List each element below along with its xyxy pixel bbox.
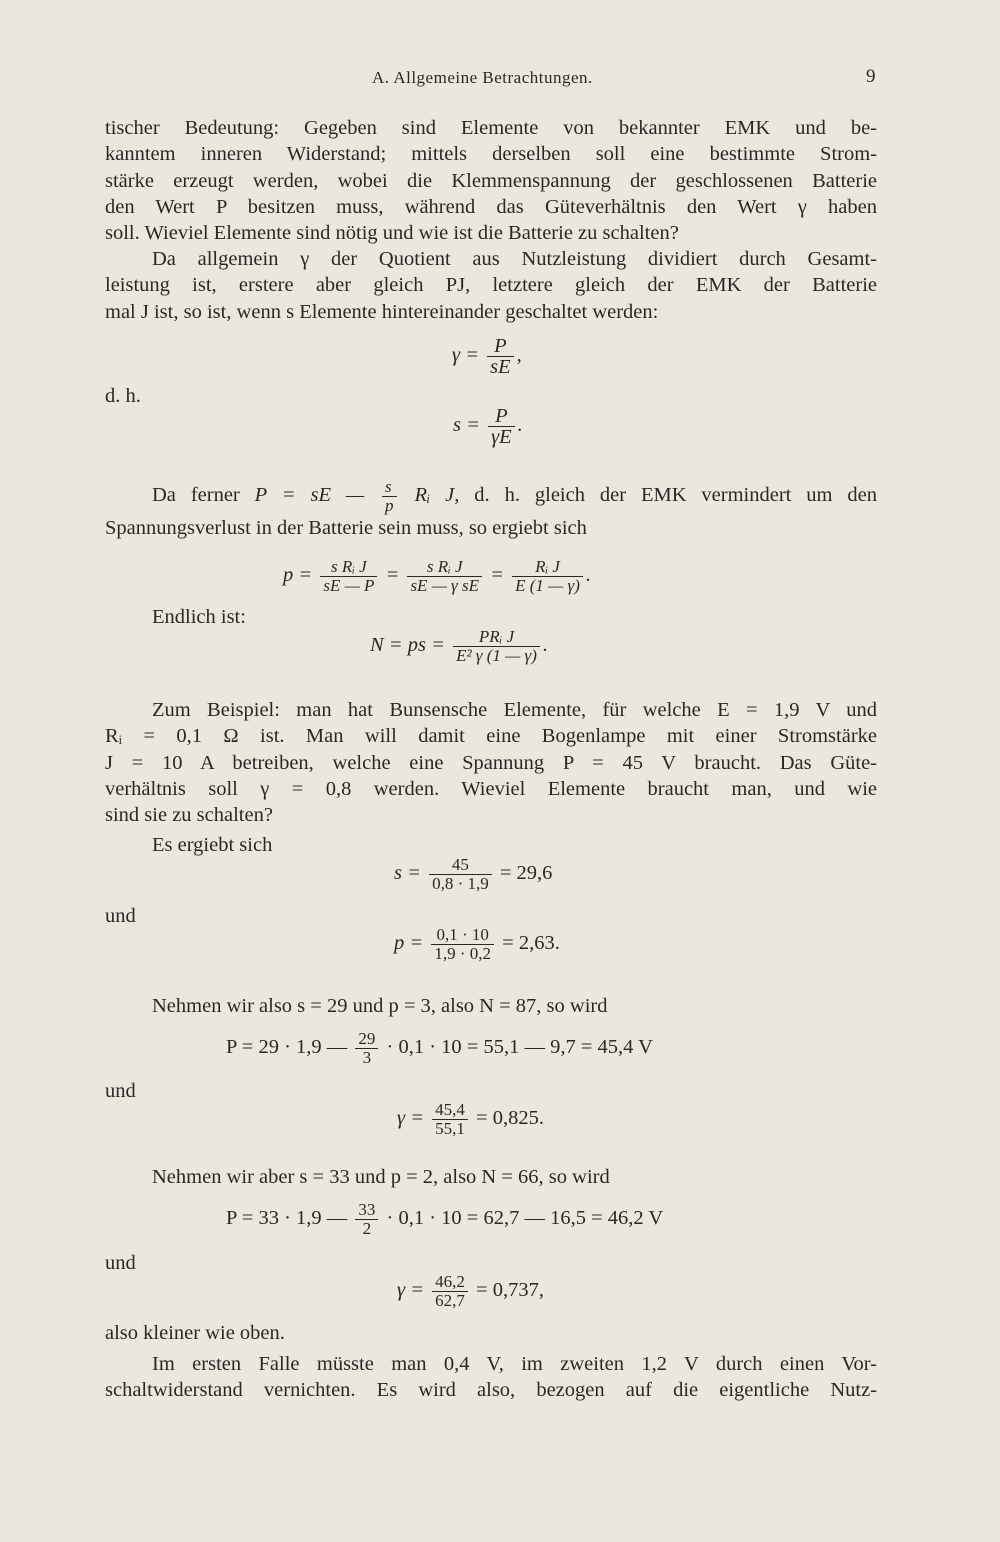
denominator: 2 <box>362 1219 372 1238</box>
inline-fraction <box>382 478 397 515</box>
eq-end: . <box>542 634 549 657</box>
numerator: 0,1 · 10 <box>431 926 494 945</box>
text-line: Da allgemein γ der Quotient aus Nutzleistung dividiert durch Gesamt- <box>152 248 877 270</box>
text-line: mal J ist, so ist, wenn s Elemente hintereinander geschaltet werden: <box>105 300 659 323</box>
eq-end: . <box>517 414 523 437</box>
fraction <box>512 558 583 595</box>
equation-p <box>283 558 591 595</box>
fraction <box>355 1030 378 1067</box>
numerator: P <box>487 336 514 357</box>
eq-lhs: γ = <box>397 1279 425 1302</box>
inline-math: P = sE — <box>254 484 380 507</box>
text-line: Spannungsverlust in der Batterie sein muss, so ergiebt sich <box>105 517 587 539</box>
nehmen-line-2: Nehmen wir aber s = 33 und p = 2, also N = 66, so wird <box>152 1166 610 1188</box>
denominator: E² γ (1 — γ) <box>456 646 537 665</box>
fraction <box>431 926 494 963</box>
paragraph-problem <box>105 115 877 246</box>
also-kleiner-line: also kleiner wie oben. <box>105 1322 285 1344</box>
endlich-label: Endlich ist: <box>152 606 246 628</box>
equation-gamma <box>452 336 522 377</box>
numerator: s Rᵢ J <box>407 558 482 577</box>
eq-rhs: = 0,737, <box>476 1279 544 1302</box>
denominator: sE <box>490 356 511 378</box>
text-line: kanntem inneren Widerstand; mittels derselben soll eine bestimmte Strom- <box>105 143 877 166</box>
example-P-equation-1 <box>226 1030 653 1067</box>
fraction <box>432 1273 468 1310</box>
text-run: d. h. gleich der EMK vermindert um den <box>459 484 877 507</box>
inline-math: Rᵢ J, <box>399 484 460 507</box>
und-label: und <box>105 1080 136 1102</box>
denominator: 3 <box>362 1048 372 1067</box>
denominator: 1,9 · 0,2 <box>434 944 492 963</box>
numerator: Rᵢ J <box>512 558 583 577</box>
equals-sign: = <box>490 564 504 587</box>
eq-end: . <box>585 564 592 587</box>
eq-lhs: γ = <box>452 344 480 367</box>
paragraph-example <box>105 697 877 828</box>
numerator: s Rᵢ J <box>320 558 377 577</box>
example-p-equation <box>394 926 560 963</box>
numerator: 45 <box>429 856 492 875</box>
text-line: sind sie zu schalten? <box>105 804 273 827</box>
eq-rhs: = 0,825. <box>476 1107 544 1130</box>
text-line: Zum Beispiel: man hat Bunsensche Elemente, für welche E = 1,9 V und <box>152 699 877 721</box>
text-line: stärke erzeugt werden, wobei die Klemmenspannung der geschlossenen Batterie <box>105 169 877 192</box>
eq-end: , <box>516 344 522 367</box>
text-line: leistung ist, erstere aber gleich PJ, letztere gleich der EMK der Batterie <box>105 274 877 297</box>
eq-lhs: s = <box>394 862 421 885</box>
denominator: 55,1 <box>435 1119 465 1138</box>
text-line: tischer Bedeutung: Gegeben sind Elemente von bekannter EMK und be- <box>105 117 877 139</box>
text-run: Da ferner <box>152 484 255 507</box>
eq-lhs: γ = <box>397 1107 425 1130</box>
eq-lhs: N = ps = <box>370 634 445 657</box>
text-line: Rᵢ = 0,1 Ω ist. Man will damit eine Bogenlampe mit einer Stromstärke <box>105 725 877 748</box>
denominator: sE — γ sE <box>410 576 480 595</box>
eq-lhs: p = <box>394 932 424 955</box>
text-line: Im ersten Falle müsste man 0,4 V, im zweiten 1,2 V durch einen Vor- <box>152 1353 877 1375</box>
numerator: P <box>488 406 515 427</box>
eq-rhs: · 0,1 · 10 = 62,7 — 16,5 = 46,2 V <box>386 1207 664 1230</box>
eq-lhs: p = <box>283 564 313 587</box>
text-line <box>105 478 877 515</box>
example-P-equation-2 <box>226 1201 663 1238</box>
fraction <box>488 406 515 447</box>
und-label: und <box>105 905 136 927</box>
und-label: und <box>105 1252 136 1274</box>
denominator: E (1 — γ) <box>515 576 580 595</box>
fraction <box>453 628 540 665</box>
eq-lhs: s = <box>453 414 480 437</box>
text-line: schaltwiderstand vernichten. Es wird also, bezogen auf die eigentliche Nutz- <box>105 1379 877 1402</box>
fraction <box>407 558 482 595</box>
dh-label: d. h. <box>105 385 141 407</box>
denominator: 62,7 <box>435 1291 465 1310</box>
eq-rhs: = 2,63. <box>502 932 560 955</box>
fraction <box>355 1201 378 1238</box>
eq-lhs: P = 29 · 1,9 — <box>226 1036 348 1059</box>
fraction <box>432 1101 468 1138</box>
numerator: 33 <box>355 1201 378 1220</box>
denominator: 0,8 · 1,9 <box>432 874 489 893</box>
paragraph-voltage <box>105 478 877 541</box>
numerator: s <box>382 478 397 497</box>
numerator: 45,4 <box>432 1101 468 1120</box>
numerator: 46,2 <box>432 1273 468 1292</box>
nehmen-line-1: Nehmen wir also s = 29 und p = 3, also N = 87, so wird <box>152 995 608 1017</box>
equation-N <box>370 628 548 665</box>
text-line: verhältnis soll γ = 0,8 werden. Wieviel Elemente braucht man, und wie <box>105 777 877 800</box>
example-gamma-equation-2 <box>397 1273 544 1310</box>
text-line: J = 10 A betreiben, welche eine Spannung P = 45 V braucht. Das Güte- <box>105 751 877 774</box>
eq-rhs: = 29,6 <box>499 862 553 885</box>
equals-sign: = <box>385 564 400 587</box>
fraction <box>429 856 492 893</box>
example-s-equation <box>394 856 552 893</box>
paragraph-derivation <box>105 246 877 325</box>
denominator: sE — P <box>323 576 375 595</box>
paragraph-conclusion <box>105 1351 877 1404</box>
fraction <box>487 336 514 377</box>
example-gamma-equation-1 <box>397 1101 544 1138</box>
eq-lhs: P = 33 · 1,9 — <box>226 1207 348 1230</box>
fraction <box>320 558 377 595</box>
running-title: A. Allgemeine Betrachtungen. <box>372 68 593 87</box>
page-number: 9 <box>866 66 876 87</box>
denominator: p <box>385 496 394 515</box>
es-ergiebt-label: Es ergiebt sich <box>152 834 273 856</box>
eq-rhs: · 0,1 · 10 = 55,1 — 9,7 = 45,4 V <box>386 1036 653 1059</box>
text-line: soll. Wieviel Elemente sind nötig und wie ist die Batterie zu schalten? <box>105 222 679 245</box>
denominator: γE <box>491 426 512 448</box>
numerator: PRᵢ J <box>453 628 540 647</box>
text-line: den Wert P besitzen muss, während das Güteverhältnis den Wert γ haben <box>105 195 877 218</box>
equation-s <box>453 406 523 447</box>
numerator: 29 <box>355 1030 378 1049</box>
